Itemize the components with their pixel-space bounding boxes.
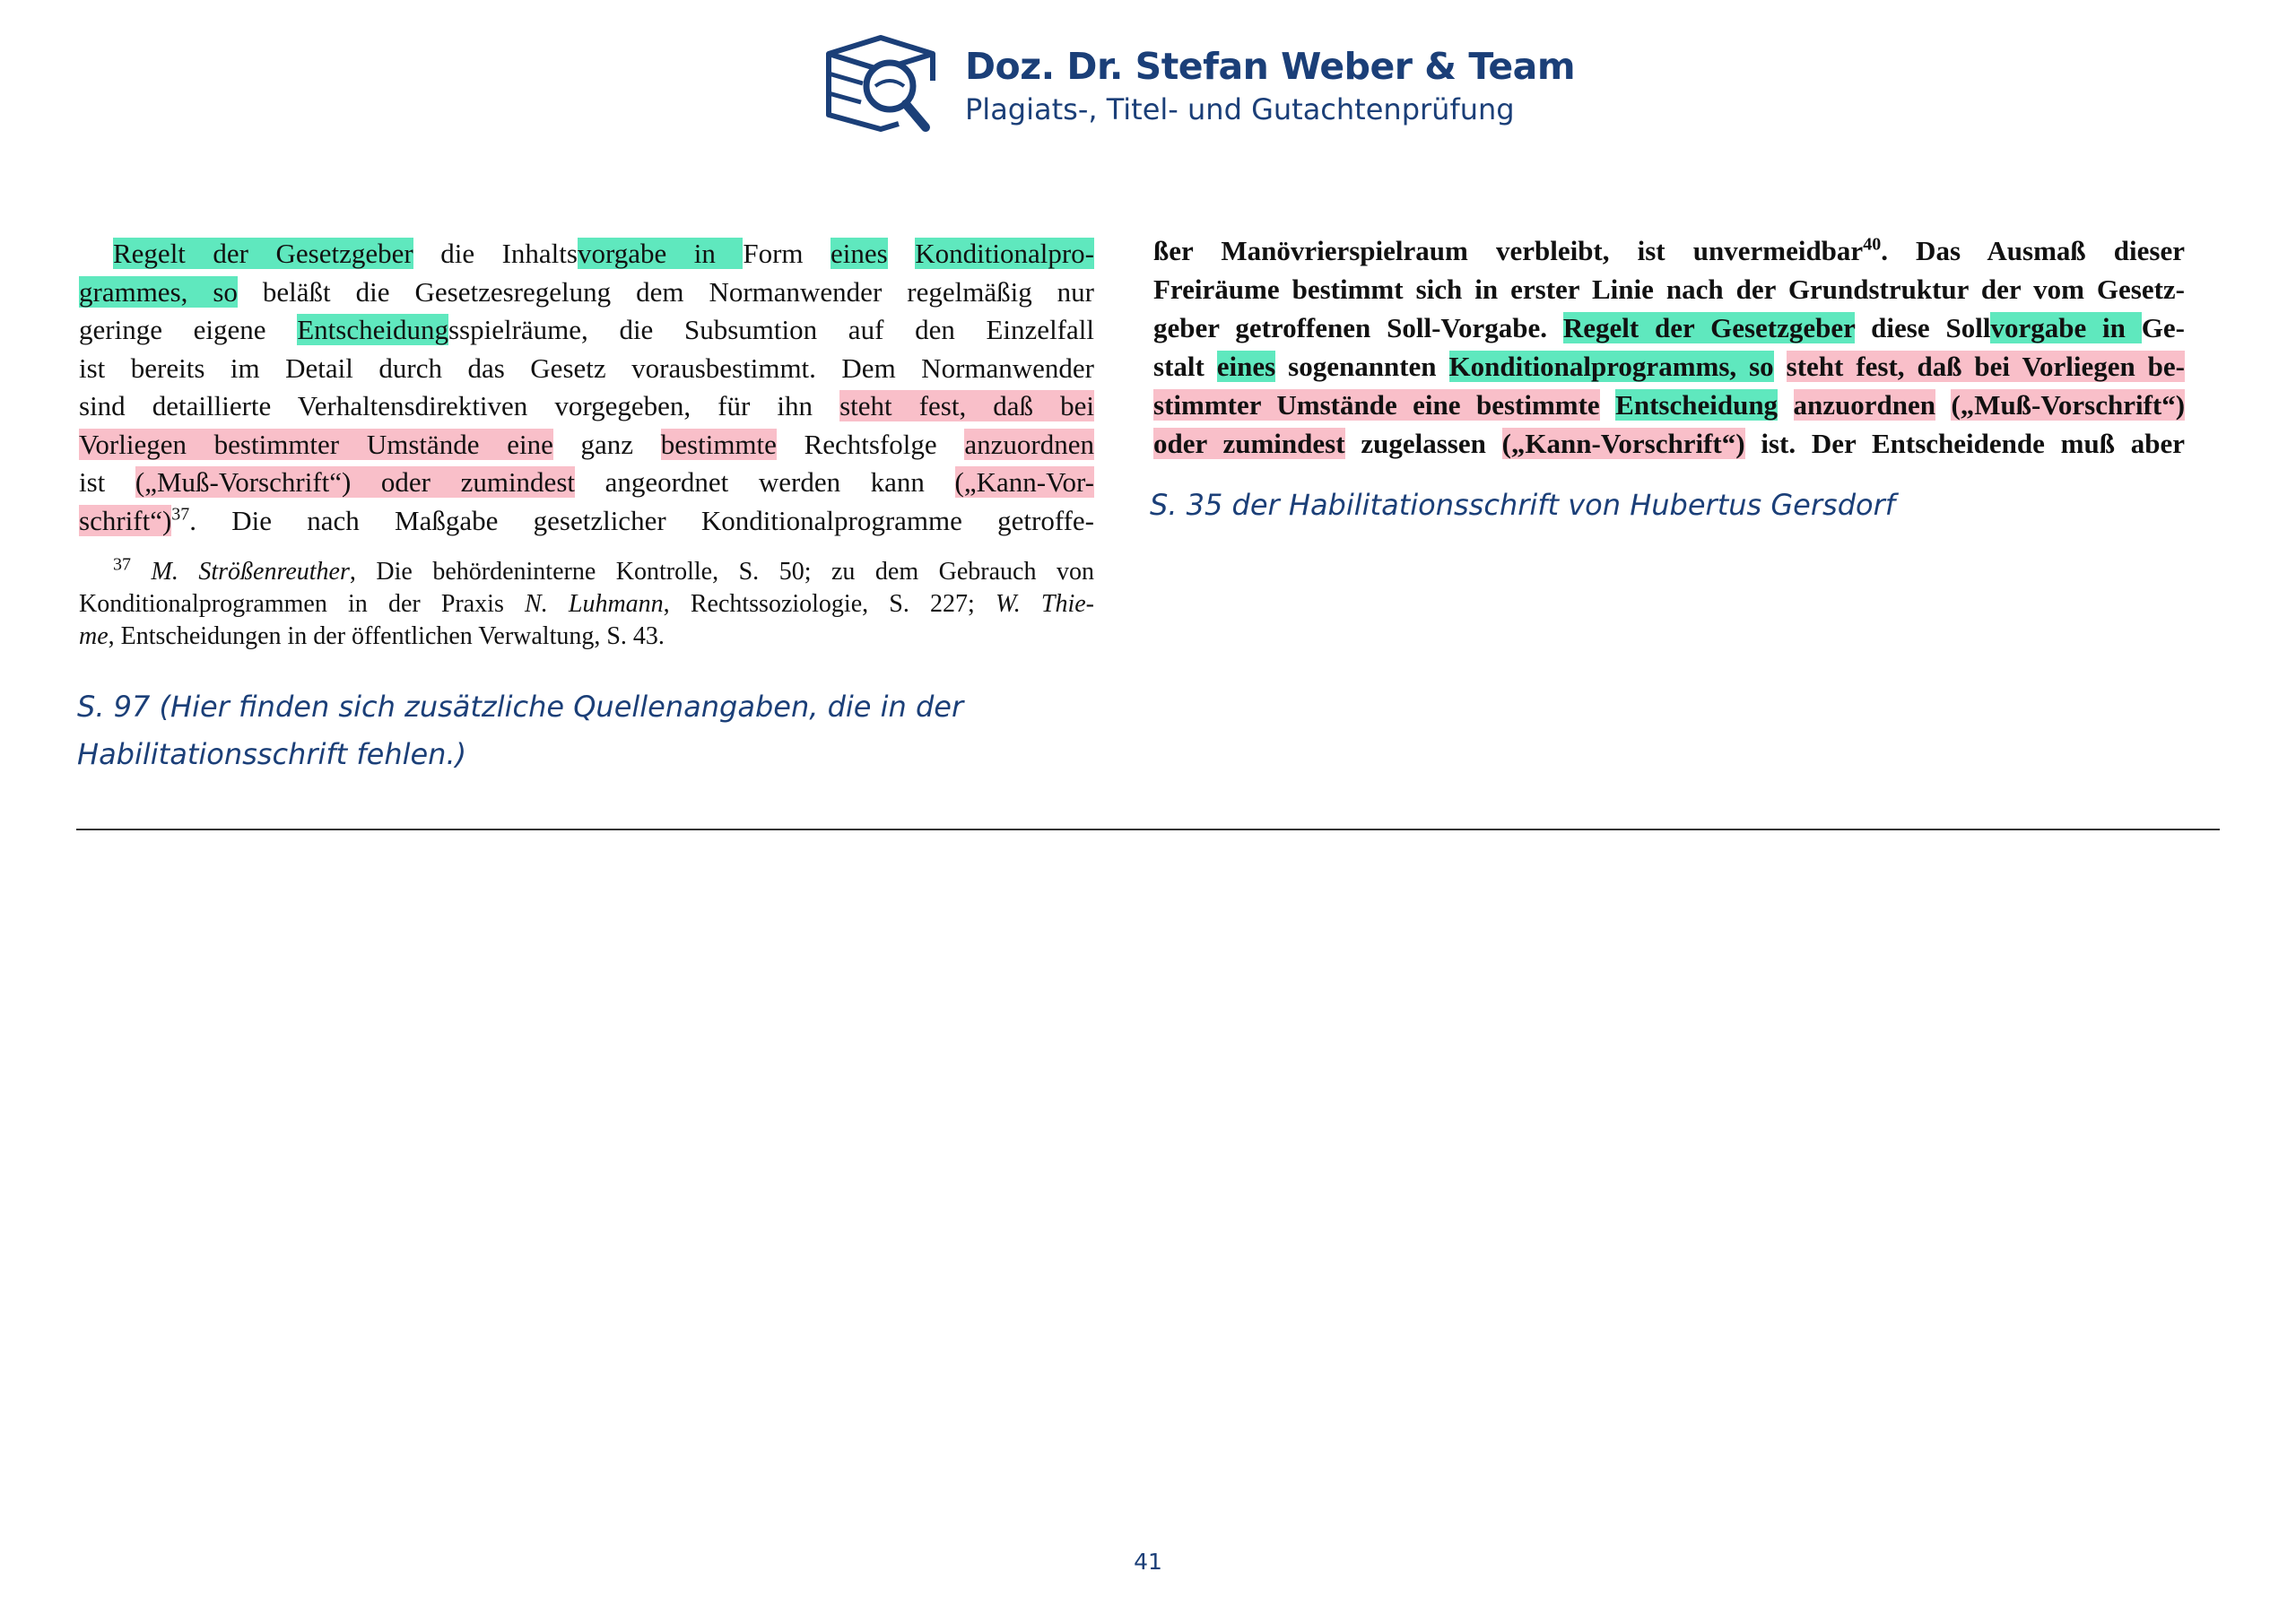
paraphrase-highlight: anzuordnen <box>1793 389 1935 421</box>
right-excerpt-caption: S. 35 der Habilitationsschrift von Hubertus Gersdorf <box>1150 488 1895 522</box>
match-highlight: eines <box>1216 351 1276 382</box>
footnote-line <box>79 621 1094 653</box>
paraphrase-highlight: anzuordnen <box>964 428 1094 460</box>
excerpt-line <box>79 235 1094 274</box>
text-segment: Freiräume bestimmt sich in erster Linie nach der Grundstruktur der vom Gesetz- <box>1153 274 2185 305</box>
left-excerpt-body <box>79 235 1094 540</box>
excerpt-line <box>1153 347 2185 386</box>
text-segment: geringe eigene <box>79 314 298 345</box>
text-segment: me <box>79 622 109 650</box>
excerpt-line <box>79 274 1094 312</box>
text-segment: angeordnet werden kann <box>575 466 955 498</box>
text-segment: Konditionalprogrammen in der Praxis <box>79 590 526 618</box>
paraphrase-highlight: schrift“) <box>79 504 172 536</box>
text-segment: beläßt die Gesetzesregelung dem Normanwender regelmäßig nur <box>237 275 1094 308</box>
text-segment: , Die behördeninterne Kontrolle, S. 50; zu dem Gebrauch von <box>349 558 1094 586</box>
text-segment: N. Luhmann <box>525 590 664 618</box>
match-highlight: vorgabe in <box>1990 312 2142 343</box>
excerpt-line <box>79 464 1094 502</box>
left-excerpt-footnote <box>79 556 1094 653</box>
text-segment: Rechtsfolge <box>776 428 965 460</box>
left-excerpt-caption: S. 97 (Hier finden sich zusätzliche Quellenangaben, die in der Habilitationsschrift fehlen.) <box>77 690 964 771</box>
text-segment: . Das Ausmaß dieser <box>1881 235 2185 266</box>
text-segment: ist bereits im Detail durch das Gesetz vorausbestimmt. Dem Normanwender <box>79 352 1094 384</box>
excerpt-line <box>79 426 1094 465</box>
text-segment <box>1774 351 1787 382</box>
text-segment: zugelassen <box>1344 428 1502 459</box>
text-segment <box>1778 389 1793 421</box>
text-segment: ist <box>79 466 135 498</box>
match-highlight: Konditionalprogramms, so <box>1448 351 1774 382</box>
right-source-excerpt <box>1153 231 2185 463</box>
text-segment: , Rechtssoziologie, S. 227; <box>663 590 996 618</box>
text-segment: Ge- <box>2141 312 2185 343</box>
magnifier-over-books-icon <box>823 34 938 133</box>
footnote-marker: 37 <box>171 504 190 525</box>
excerpt-line <box>79 350 1094 388</box>
excerpt-line <box>1153 231 2185 270</box>
text-segment: geber getroffenen Soll-Vorgabe. <box>1153 312 1563 343</box>
text-segment <box>1935 389 1951 421</box>
text-segment <box>1600 389 1615 421</box>
text-segment: sind detaillierte Verhaltensdirektiven vorgegeben, für ihn <box>79 390 840 421</box>
footnote-line <box>79 556 1094 588</box>
text-segment <box>888 238 916 269</box>
paraphrase-highlight: („Kann-Vor- <box>954 466 1094 498</box>
page-number: 41 <box>1134 1549 1162 1575</box>
left-source-excerpt <box>79 235 1094 653</box>
text-segment: M. Strößenreuther <box>151 558 350 586</box>
match-highlight: Entscheidung <box>1615 389 1779 421</box>
text-segment: ist. Der Entscheidende muß aber <box>1744 428 2186 459</box>
paraphrase-highlight: („Muß-Vorschrift“) <box>1951 389 2186 421</box>
text-segment: W. Thie- <box>995 590 1095 618</box>
match-highlight: vorgabe in <box>577 238 744 269</box>
paraphrase-highlight: oder zumindest <box>1153 428 1345 459</box>
excerpt-line <box>1153 270 2185 308</box>
paraphrase-highlight: steht fest, daß bei Vorliegen be- <box>1786 351 2186 382</box>
match-highlight: grammes, so <box>79 275 238 308</box>
paraphrase-highlight: („Kann-Vorschrift“) <box>1501 428 1745 459</box>
brand-block <box>965 43 1575 129</box>
text-segment: diese Soll <box>1855 312 1991 343</box>
excerpt-line <box>79 387 1094 426</box>
paraphrase-highlight: stimmter Umstände eine bestimmte <box>1153 389 1600 421</box>
paraphrase-highlight: Vorliegen bestimmter Umstände eine <box>79 428 553 460</box>
match-highlight: Regelt der Gesetzgeber <box>113 238 413 269</box>
text-segment: stalt <box>1153 351 1217 382</box>
excerpt-line <box>1153 424 2185 463</box>
match-highlight: Entscheidung <box>297 314 448 345</box>
text-segment: ganz <box>552 428 661 460</box>
text-segment: Form <box>743 238 831 269</box>
section-divider <box>76 829 2220 830</box>
excerpt-line <box>79 311 1094 350</box>
text-segment: die Inhalts <box>413 238 578 269</box>
text-segment: , Entscheidungen in der öffentlichen Verwaltung, S. 43. <box>108 622 665 650</box>
excerpt-line <box>79 502 1094 541</box>
page-header <box>823 34 1575 133</box>
right-excerpt-body <box>1153 231 2185 463</box>
excerpt-line <box>1153 308 2185 347</box>
footnote-marker: 40 <box>1863 234 1882 255</box>
footnote-marker: 37 <box>113 554 131 575</box>
text-segment: sspielräume, die Subsumtion auf den Einzelfall <box>448 314 1094 345</box>
brand-name: Doz. Dr. Stefan Weber & Team <box>965 45 1576 88</box>
text-segment: . Die nach Maßgabe gesetzlicher Konditionalprogramme getroffe- <box>189 504 1094 536</box>
paraphrase-highlight: steht fest, daß bei <box>839 390 1094 421</box>
excerpt-line <box>1153 386 2185 424</box>
paraphrase-highlight: („Muß-Vorschrift“) oder zumindest <box>135 466 575 498</box>
text-segment: ßer Manövrierspielraum verbleibt, ist unvermeidbar <box>1153 235 1864 266</box>
brand-tagline: Plagiats-, Titel- und Gutachtenprüfung <box>965 92 1515 126</box>
paraphrase-highlight: bestimmte <box>660 428 777 460</box>
footnote-line <box>79 588 1094 621</box>
match-highlight: eines <box>831 238 888 269</box>
text-segment <box>131 558 152 586</box>
text-segment: sogenannten <box>1275 351 1449 382</box>
match-highlight: Regelt der Gesetzgeber <box>1562 312 1856 343</box>
match-highlight: Konditionalpro- <box>915 238 1095 269</box>
